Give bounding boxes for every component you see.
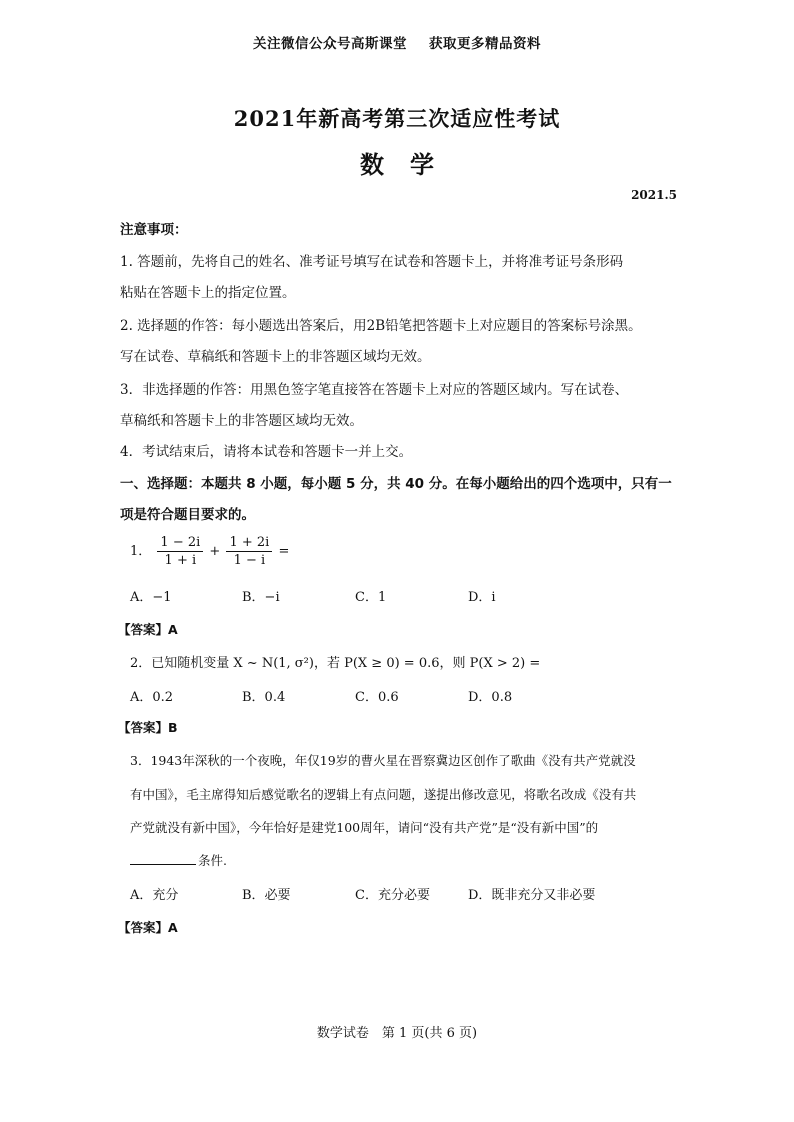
option-b: B．−i — [242, 590, 280, 605]
exam-title: 2021年新高考第三次适应性考试 — [233, 106, 561, 131]
question-3-line: 3．1943年深秋的一个夜晚，年仅19岁的曹火星在晋察冀边区创作了歌曲《没有共产党就没 — [130, 753, 636, 768]
question-1 — [130, 534, 289, 569]
notice-heading: 注意事项： — [120, 222, 188, 238]
option-c: C．0.6 — [355, 690, 399, 705]
option-d: D．0.8 — [468, 690, 513, 705]
notice-line: 4．考试结束后，请将本试卷和答题卡一并上交。 — [120, 444, 413, 460]
header-banner — [0, 32, 794, 52]
exam-date: 2021.5 — [631, 188, 677, 202]
option-a: A．0.2 — [130, 690, 174, 705]
question-3-line — [130, 851, 227, 869]
section-heading-cont: 项是符合题目要求的。 — [120, 507, 255, 523]
notice-line: 粘贴在答题卡上的指定位置。 — [120, 285, 296, 301]
option-a: A．−1 — [130, 590, 172, 605]
section-heading: 一、选择题：本题共 8 小题，每小题 5 分，共 40 分。在每小题给出的四个选项中，只有一 — [120, 476, 672, 492]
question-3-line: 有中国》，毛主席得知后感觉歌名的逻辑上有点问题，遂提出修改意见，将歌名改成《没有共 — [130, 787, 637, 802]
page-footer: 数学试卷 第 1 页(共 6 页) — [316, 1026, 478, 1041]
notice-line: 2. 选择题的作答：每小题选出答案后，用2B铅笔把答题卡上对应题目的答案标号涂黑。 — [120, 318, 642, 334]
option-d: D．i — [468, 590, 496, 605]
question-3-tail: 条件. — [198, 853, 227, 868]
option-b: B．0.4 — [242, 690, 286, 705]
fraction-numerator: 1 + 2i — [226, 534, 272, 552]
fraction-numerator: 1 − 2i — [157, 534, 203, 552]
option-d: D．既非充分又非必要 — [468, 888, 596, 903]
option-a: A．充分 — [130, 888, 179, 903]
option-c: C．充分必要 — [355, 888, 430, 903]
notice-line: 写在试卷、草稿纸和答题卡上的非答题区域均无效。 — [120, 349, 431, 365]
option-b: B．必要 — [242, 888, 291, 903]
notice-line: 3．非选择题的作答：用黑色签字笔直接答在答题卡上对应的答题区域内。写在试卷、 — [120, 382, 629, 398]
fraction — [226, 534, 272, 569]
notice-line: 草稿纸和答题卡上的非答题区域均无效。 — [120, 413, 363, 429]
fraction-denominator: 1 − i — [233, 553, 266, 568]
option-c: C．1 — [355, 590, 387, 605]
header-left-text: 关注微信公众号高斯课堂 — [253, 36, 407, 52]
question-2: 2．已知随机变量 X ~ N(1, σ²)，若 P(X ≥ 0) = 0.6，则 P(X > 2) = — [130, 656, 541, 671]
subject-title: 数学 — [360, 150, 460, 179]
fraction-denominator: 1 + i — [164, 553, 197, 568]
answer: 【答案】A — [118, 622, 178, 637]
answer: 【答案】A — [118, 920, 178, 935]
fraction — [157, 534, 203, 569]
header-right-text: 获取更多精品资料 — [429, 36, 541, 52]
plus-sign: + — [209, 544, 221, 559]
answer-blank — [130, 852, 196, 865]
equals-sign: = — [278, 544, 290, 559]
answer: 【答案】B — [118, 720, 178, 735]
question-number: 1． — [130, 544, 152, 559]
question-3-line: 产党就没有新中国》，今年恰好是建党100周年，请问“没有共产党”是“没有新中国”的 — [130, 820, 599, 835]
notice-line: 1. 答题前，先将自己的姓名、准考证号填写在试卷和答题卡上，并将准考证号条形码 — [120, 254, 624, 270]
